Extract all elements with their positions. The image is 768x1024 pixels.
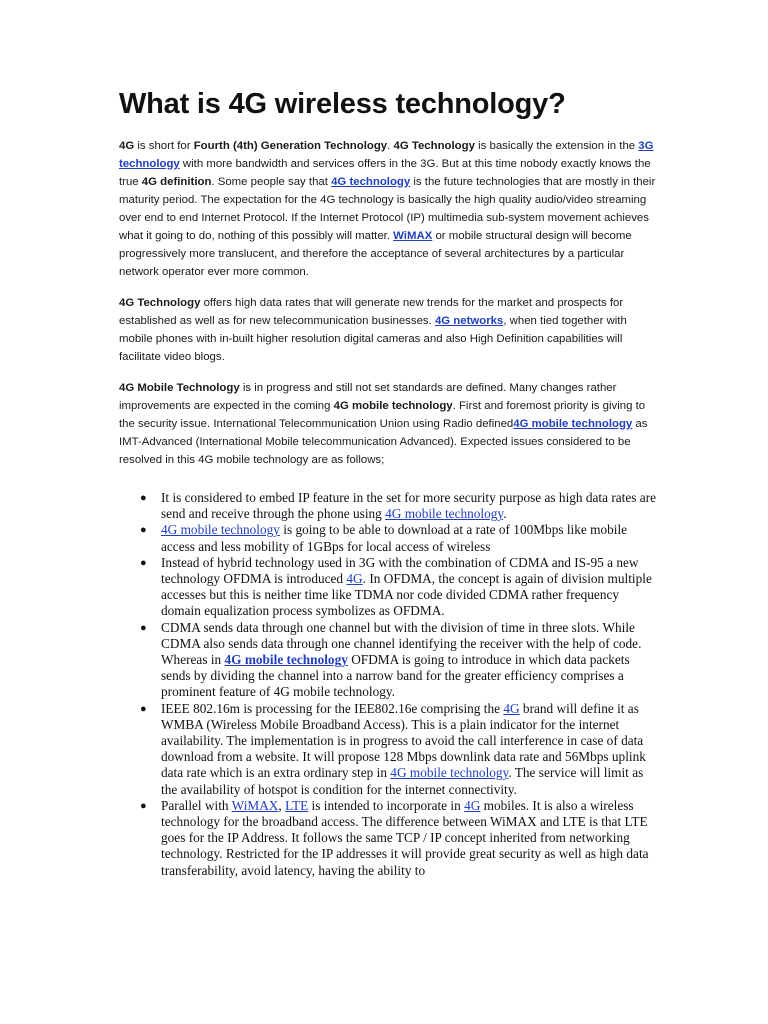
- link-4g-mobile-technology[interactable]: 4G mobile technology: [390, 765, 509, 781]
- bullet-icon: ●: [140, 492, 147, 504]
- text-run: brand will define it as WMBA (Wireless Mobile Broadband Access). This is a plain indicator for the internet availability. The implementation is in progress to avoid the call interference in case of data download from a website. It will propose 128 Mbps downlink data rate and 56Mbps uplink data rate which is an extra ordinary step in: [161, 700, 646, 781]
- text-run: . The service will limit as the availability of hotspot is condition for the internet connectivity.: [161, 765, 644, 797]
- link-4g-networks[interactable]: 4G networks: [434, 315, 504, 327]
- text-run: is going to be able to download at a rate of 100Mbps like mobile access and less mobility of 1GBps for local access of wireless: [161, 522, 628, 554]
- bullet-list: [138, 490, 658, 879]
- text-run: It is considered to embed IP feature in the set for more security purpose as high data rates are send and receive through the phone using: [161, 490, 657, 522]
- bullet-icon: ●: [140, 702, 147, 715]
- bullet-icon: ●: [140, 556, 147, 569]
- page-title: What is 4G wireless technology?: [119, 88, 566, 120]
- text-run: mobiles. It is also a wireless technology for the broadband access. The difference between WiMAX and LTE is that LTE goes for the IP Address. It follows the same TCP / IP concept inherited from networking technology. Restricted for the IP addresses it will provide great security as well as high data transferability, avoid latency, having the ability to: [161, 797, 649, 878]
- link-4g[interactable]: 4G: [464, 797, 481, 813]
- text-run: .: [503, 506, 507, 522]
- bold-text: 4G Technology: [393, 140, 475, 152]
- text-run: or mobile structural design will become progressively more translucent, and therefore the acceptance of several architectures by a particular network operator ever more common.: [119, 230, 632, 278]
- bullet-icon: ●: [140, 799, 147, 812]
- text-run: with more bandwidth and services offers in the 3G. But at this time nobody exactly knows the true: [119, 158, 651, 188]
- bold-text: 4G Technology: [119, 297, 201, 309]
- bold-text: 4G definition: [141, 176, 212, 188]
- link-4g-technology[interactable]: 4G technology: [331, 176, 411, 188]
- bold-text: 4G: [119, 140, 135, 152]
- link-wimax[interactable]: WiMAX: [231, 797, 279, 813]
- link-4g-mobile-technology[interactable]: 4G mobile technology: [385, 506, 504, 522]
- list-item: [138, 555, 658, 620]
- list-item: [138, 798, 658, 879]
- text-run: ,: [278, 797, 286, 813]
- link-4g-mobile-technology[interactable]: 4G mobile technology: [513, 418, 633, 430]
- text-run: is short for: [134, 140, 194, 152]
- link-4g-mobile-technology[interactable]: 4G mobile technology: [224, 652, 348, 668]
- link-4g[interactable]: 4G: [346, 571, 363, 587]
- bullet-icon: ●: [140, 621, 147, 634]
- bold-text: 4G Mobile Technology: [119, 382, 240, 394]
- text-run: offers high data rates that will generate new trends for the market and prospects for established as well as for new telecommunication businesses.: [119, 297, 624, 327]
- list-item: [138, 701, 658, 798]
- text-run: . In OFDMA, the concept is again of division multiple accesses but this is neither time like TDMA nor code divided CDMA rather frequency domain equalization process symbolizes as OFDMA.: [161, 571, 652, 619]
- bold-text: 4G mobile technology: [333, 400, 453, 412]
- text-run: is the future technologies that are mostly in their maturity period. The expectation for the 4G technology is basically the high quality audio/video streaming over end to end Internet Protocol. If the Internet Protocol (IP) multimedia sub-system movement achieves what it going to do, nothing of this possibly will matter.: [119, 176, 656, 242]
- paragraph-2: [119, 294, 659, 366]
- text-run: Instead of hybrid technology used in 3G with the combination of CDMA and IS-95 a new technology OFDMA is introduced: [161, 554, 639, 587]
- link-4g-mobile-technology[interactable]: 4G mobile technology: [161, 522, 280, 538]
- text-run: , when tied together with mobile phones with in-built higher resolution digital cameras and also High Definition capabilities will facilitate video blogs.: [119, 315, 627, 363]
- link-wimax[interactable]: WiMAX: [393, 230, 433, 242]
- text-run: .: [387, 140, 394, 152]
- text-run: is basically the extension in the: [474, 140, 639, 152]
- text-run: Parallel with: [161, 797, 232, 813]
- text-run: . First and foremost priority is giving to the security issue. International Telecommunication Union using Radio defined: [119, 400, 646, 430]
- paragraph-3: [119, 379, 659, 469]
- list-item: [138, 490, 658, 522]
- list-item: [138, 620, 658, 701]
- text-run: is intended to incorporate in: [308, 797, 465, 813]
- text-run: . Some people say that: [211, 176, 332, 188]
- bullet-icon: ●: [140, 524, 147, 537]
- paragraph-1: [119, 137, 659, 281]
- document-body: [119, 137, 659, 482]
- link-3g-technology[interactable]: 3G technology: [119, 140, 654, 170]
- text-run: IEEE 802.16m is processing for the IEE802.16e comprising the: [161, 700, 504, 716]
- list-item: [138, 522, 658, 554]
- bold-text: Fourth (4th) Generation Technology: [193, 140, 388, 152]
- text-run: CDMA sends data through one channel but with the division of time in three slots. While CDMA also sends data through one channel identifying the receiver with the help of code. Whereas in: [161, 619, 642, 668]
- link-lte[interactable]: LTE: [285, 797, 309, 813]
- text-run: is in progress and still not set standards are defined. Many changes rather improvements are expected in the coming: [119, 382, 617, 412]
- link-4g[interactable]: 4G: [503, 700, 520, 716]
- text-run: OFDMA is going to introduce in which data packets sends by dividing the channel into a narrow band for the greater efficiency comprises a prominent feature of 4G mobile technology.: [161, 652, 630, 700]
- text-run: as IMT-Advanced (International Mobile telecommunication Advanced). Expected issues considered to be resolved in this 4G mobile technology are as follows;: [119, 418, 648, 466]
